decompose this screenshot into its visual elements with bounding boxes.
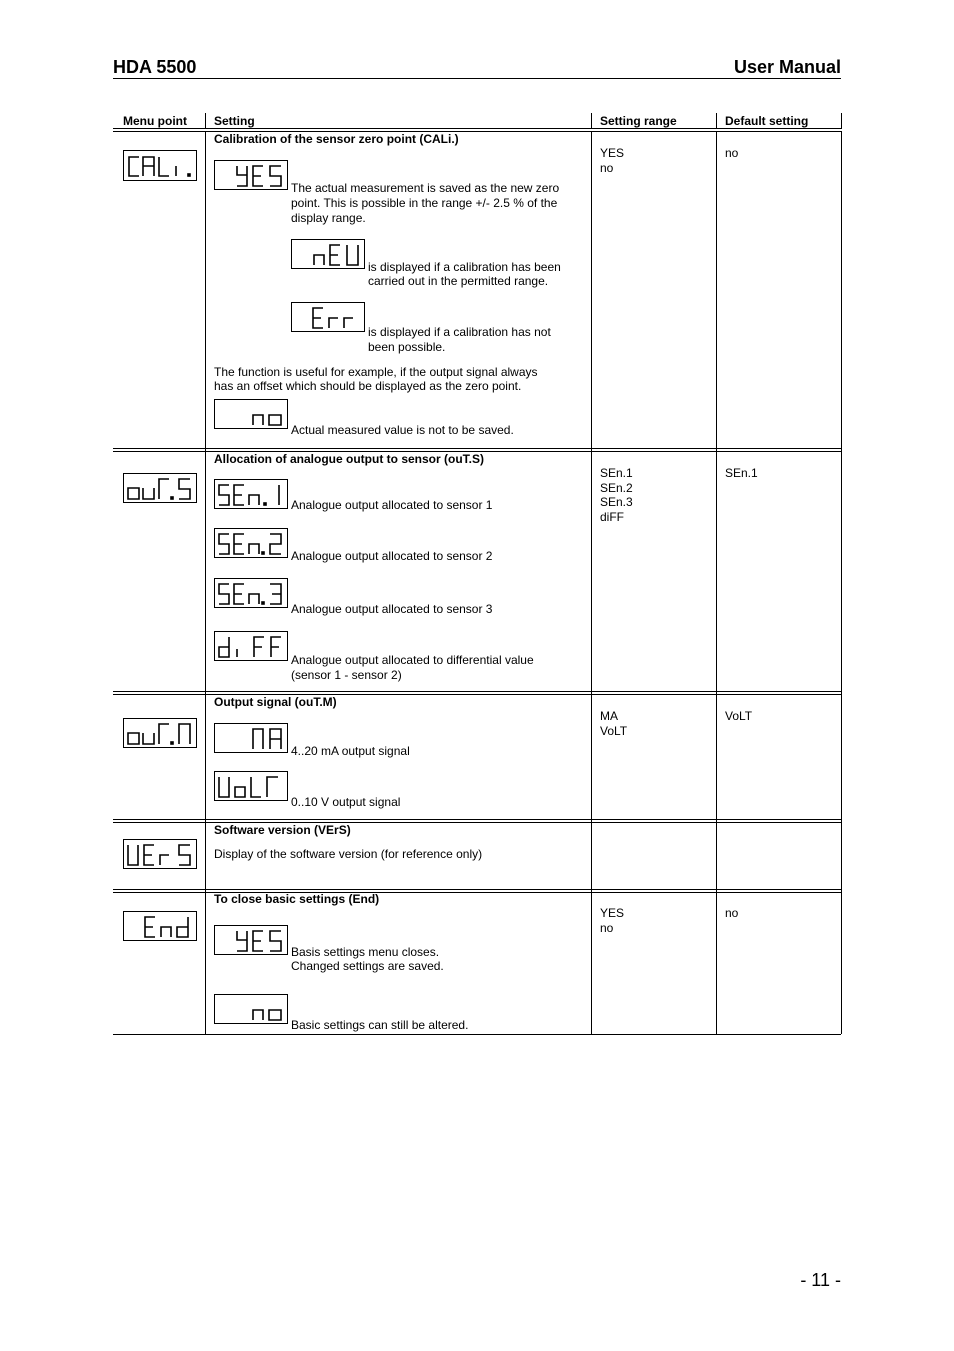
divider	[113, 1034, 841, 1035]
divider	[716, 131, 717, 1034]
outs-sen3-text: Analogue output allocated to sensor 3	[291, 602, 493, 616]
display-sen2	[214, 528, 288, 558]
row-heading-cali: Calibration of the sensor zero point (CALi.)	[214, 132, 459, 146]
cali-range-2: no	[600, 161, 614, 175]
col-header-setting: Setting	[214, 114, 255, 128]
cali-yes-line-2: point. This is possible in the range +/- 2.5 % of the	[291, 196, 558, 210]
end-range-2: no	[600, 921, 614, 935]
row-heading-outs: Allocation of analogue output to sensor (ouT.S)	[214, 452, 484, 466]
outs-sen2-text: Analogue output allocated to sensor 2	[291, 549, 493, 563]
cali-err-line-2: been possible.	[368, 340, 446, 354]
outs-diff-line-1: Analogue output allocated to differential value	[291, 653, 534, 667]
divider	[113, 819, 841, 820]
outs-range-2: SEn.2	[600, 481, 633, 495]
display-yes	[214, 160, 288, 190]
col-header-menu-point: Menu point	[123, 114, 187, 128]
outs-default: SEn.1	[725, 466, 758, 480]
page-number: - 11 -	[800, 1270, 841, 1290]
cali-neu-line-2: carried out in the permitted range.	[368, 274, 549, 288]
divider	[205, 131, 206, 1034]
end-yes-line-2: Changed settings are saved.	[291, 959, 444, 973]
outm-range-1: MA	[600, 709, 618, 723]
end-yes-line-1: Basis settings menu closes.	[291, 945, 440, 959]
display-no	[214, 399, 288, 429]
outs-sen1-text: Analogue output allocated to sensor 1	[291, 498, 493, 512]
cali-yes-line-1: The actual measurement is saved as the new zero	[291, 181, 560, 195]
menu-display-outm	[123, 718, 197, 748]
display-sen1	[214, 479, 288, 509]
row-heading-end: To close basic settings (End)	[214, 892, 380, 906]
outm-volt-text: 0..10 V output signal	[291, 795, 401, 809]
menu-display-vers	[123, 839, 197, 869]
document-type: User Manual	[733, 57, 841, 77]
display-yes-end	[214, 925, 288, 955]
vers-description: Display of the software version (for reference only)	[214, 847, 483, 861]
cali-neu-line-1: is displayed if a calibration has been	[368, 260, 561, 274]
menu-display-end	[123, 911, 197, 941]
cali-yes-line-3: display range.	[291, 211, 366, 225]
display-diff	[214, 631, 288, 661]
end-range-1: YES	[600, 906, 625, 920]
end-no-text: Basic settings can still be altered.	[291, 1018, 469, 1032]
page-header	[113, 56, 841, 79]
cali-note-line-2: has an offset which should be displayed as the zero point.	[214, 379, 522, 393]
divider	[113, 128, 841, 129]
outm-range-2: VoLT	[600, 724, 628, 738]
cali-no-text: Actual measured value is not to be saved.	[291, 423, 514, 437]
end-default: no	[725, 906, 739, 920]
outm-default: VoLT	[725, 709, 753, 723]
menu-display-cali	[123, 150, 197, 181]
divider	[113, 889, 841, 890]
divider	[841, 131, 842, 1034]
menu-display-outs	[123, 473, 197, 503]
document-title: HDA 5500	[113, 57, 197, 77]
col-header-setting-range: Setting range	[600, 114, 677, 128]
display-no-end	[214, 994, 288, 1024]
cali-err-line-1: is displayed if a calibration has not	[368, 325, 551, 339]
outs-range-4: diFF	[600, 510, 624, 524]
divider	[716, 113, 717, 129]
divider	[591, 131, 592, 1034]
display-sen3	[214, 578, 288, 608]
outs-range-3: SEn.3	[600, 495, 633, 509]
divider	[205, 113, 206, 129]
outs-diff-line-2: (sensor 1 - sensor 2)	[291, 668, 402, 682]
row-heading-outm: Output signal (ouT.M)	[214, 695, 337, 709]
divider	[841, 113, 842, 129]
divider	[113, 448, 841, 449]
display-neu	[291, 239, 365, 269]
divider	[591, 113, 592, 129]
col-header-default: Default setting	[725, 114, 809, 128]
outm-ma-text: 4..20 mA output signal	[291, 744, 410, 758]
display-volt	[214, 771, 288, 801]
display-ma	[214, 723, 288, 753]
display-err	[291, 302, 365, 332]
row-heading-vers: Software version (VErS)	[214, 823, 351, 837]
cali-note-line-1: The function is useful for example, if the output signal always	[214, 365, 538, 379]
cali-range-1: YES	[600, 146, 625, 160]
cali-default: no	[725, 146, 739, 160]
outs-range-1: SEn.1	[600, 466, 633, 480]
divider	[113, 691, 841, 692]
